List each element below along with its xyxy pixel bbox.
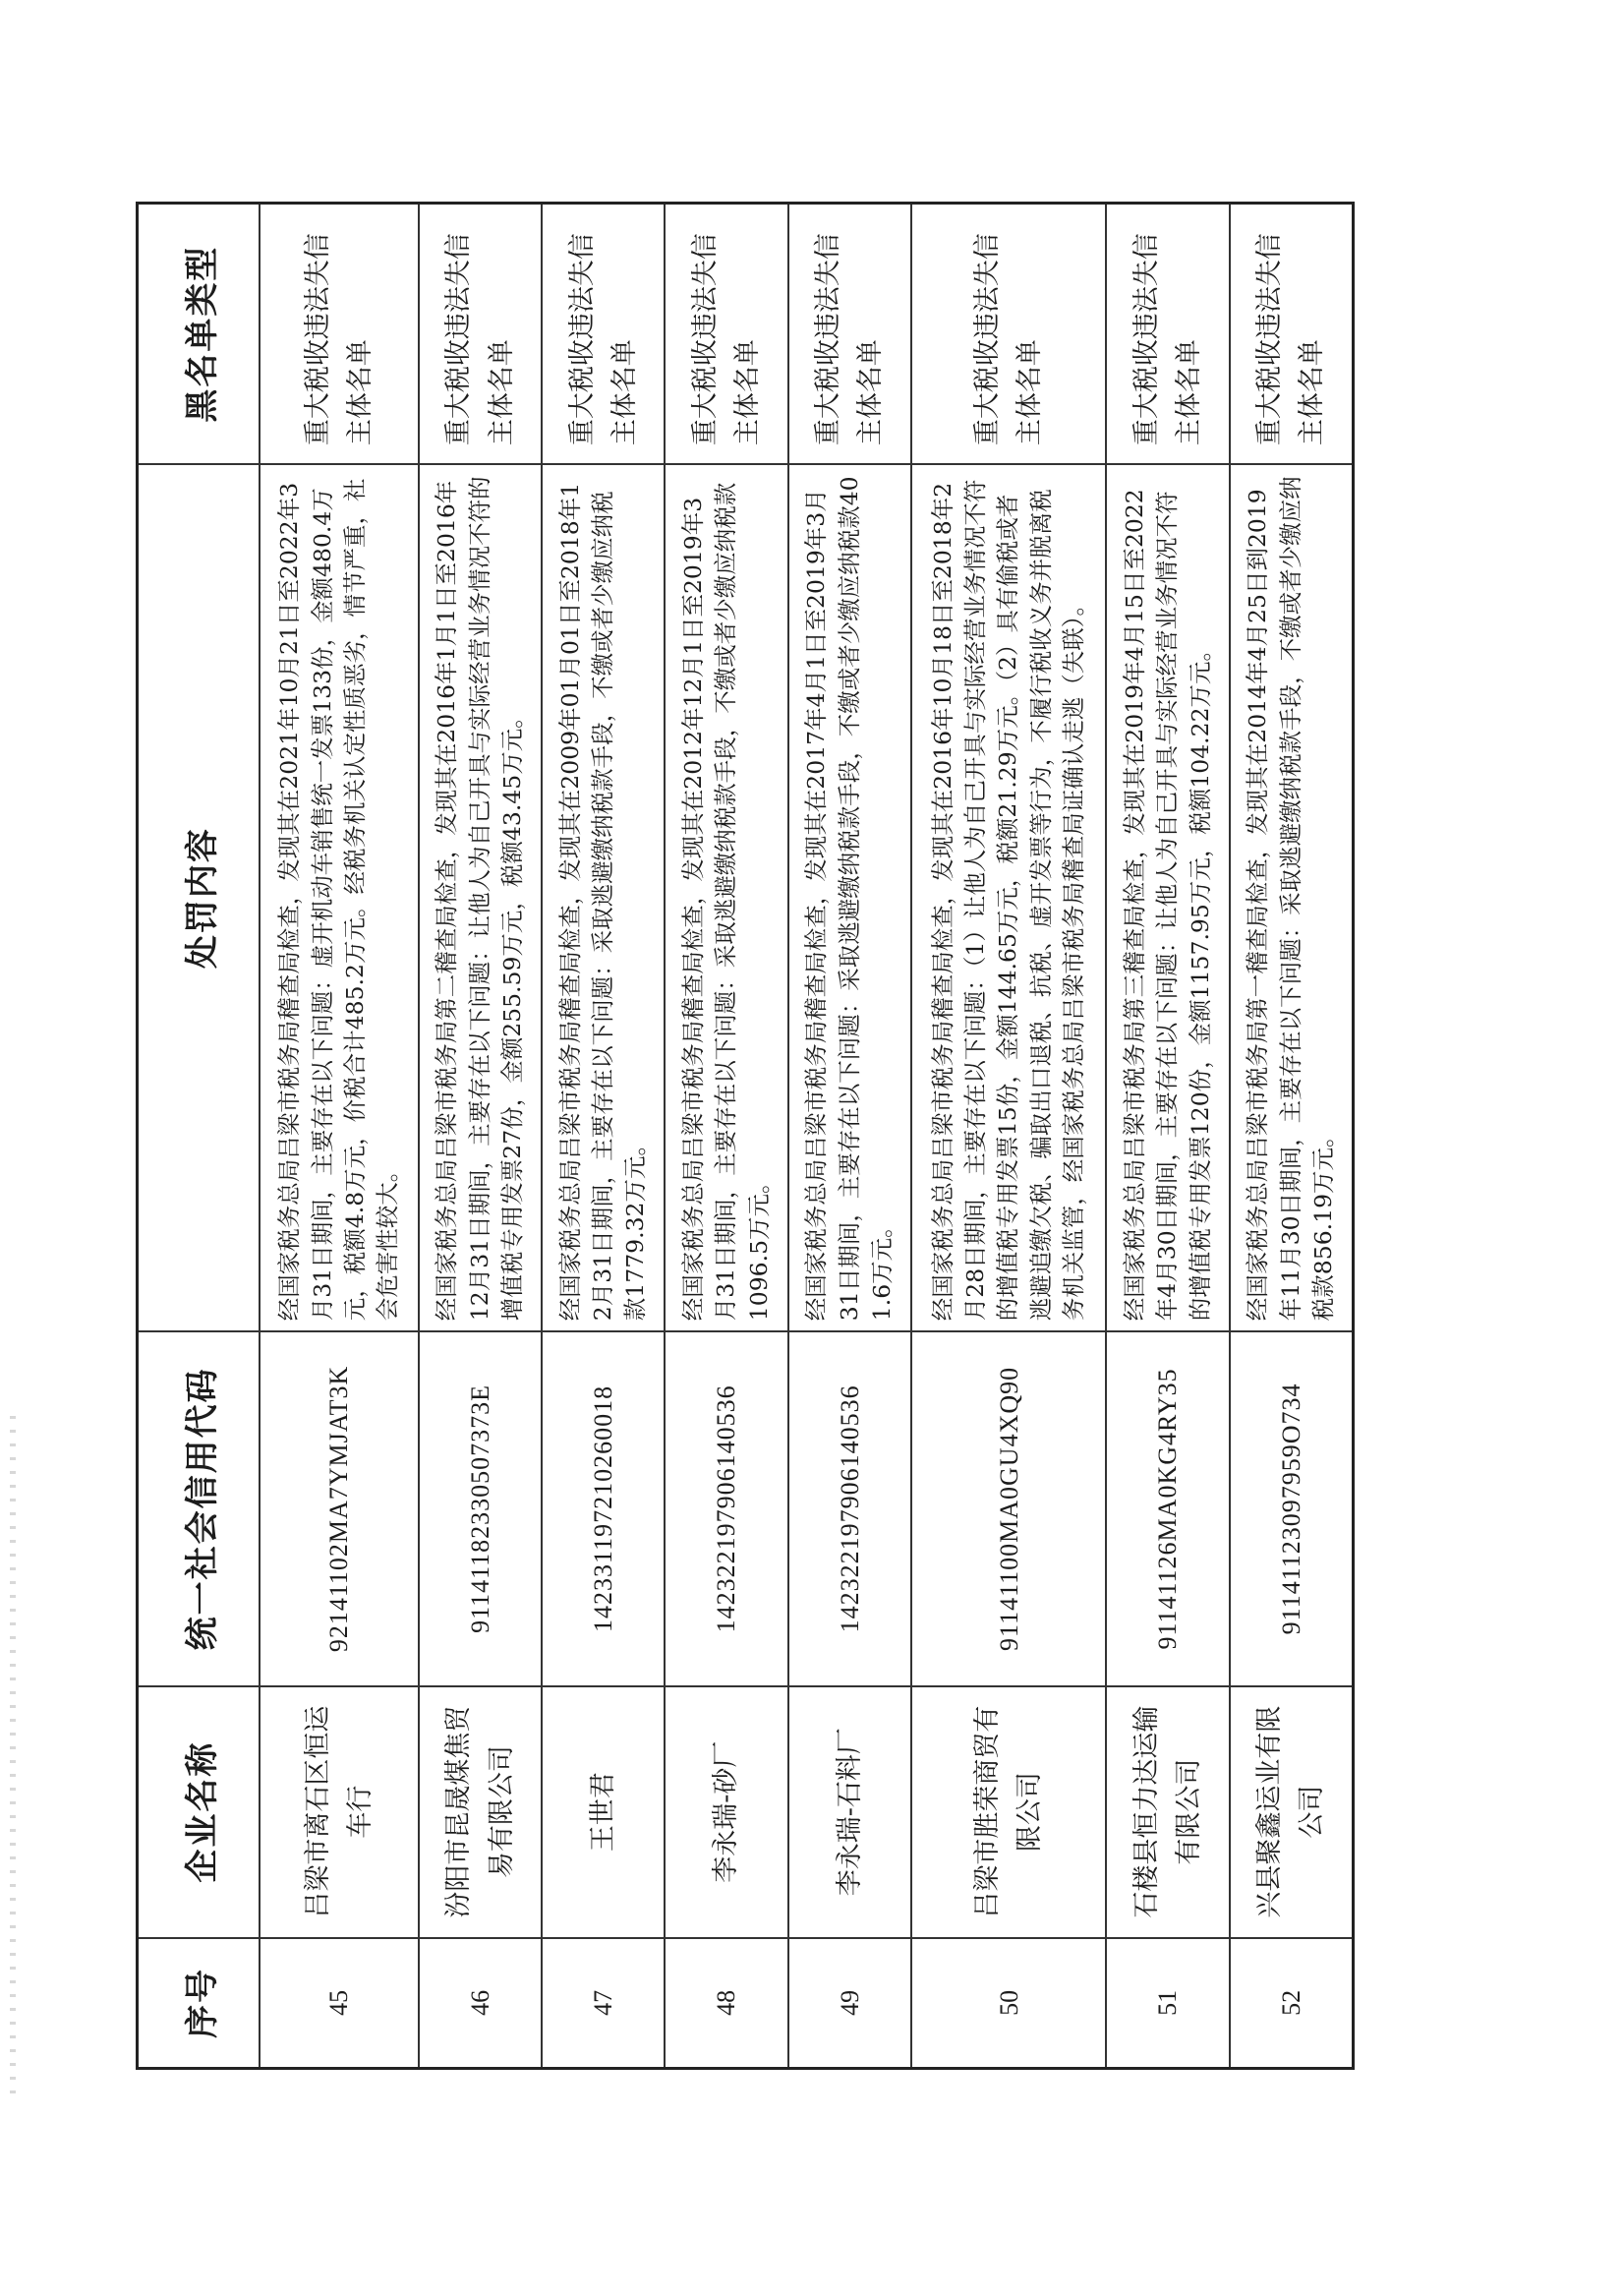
cell-content: 经国家税务总局吕梁市税务局稽查局检查，发现其在2017年4月1日至2019年3月31日期间，主要存在以下问题：采取逃避缴纳税款手段，不缴或者少缴应纳税款401.6万元。 [788, 464, 911, 1331]
table-header [138, 204, 261, 2069]
cell-content: 经国家税务总局吕梁市税务局稽查局检查，发现其在2012年12月1日至2019年3月31日期间，主要存在以下问题：采取逃避缴纳税款手段，不缴或者少缴应纳税款1096.5万元。 [665, 464, 787, 1331]
table-row [542, 204, 665, 2069]
table-row [911, 204, 1107, 2069]
cell-name: 汾阳市昆晟煤焦贸易有限公司 [419, 1686, 542, 1938]
cell-num: 50 [911, 1938, 1107, 2069]
cell-content: 经国家税务总局吕梁市税务局稽查局检查，发现其在2009年01月01日至2018年12月31日期间，主要存在以下问题：采取逃避缴纳税款手段，不缴或者少缴应纳税款1779.32万元。 [542, 464, 665, 1331]
cell-name: 兴县聚鑫运业有限公司 [1230, 1686, 1354, 1938]
header-type: 黑名单类型 [138, 204, 261, 465]
cell-code: 91141182330507373E [419, 1331, 542, 1685]
cell-content: 经国家税务总局吕梁市税务局稽查局检查，发现其在2016年10月18日至2018年2月28日期间，主要存在以下问题：（1）让他人为自己开具与实际经营业务情况不符的增值税专用发票15份，金额144.65万元，税额21.29万元。（2）具有偷税或者逃避追缴欠税、骗取出口退税、抗税、虚开发票等行为，不履行税收义务并脱离税务机关监管，经国家税务总局吕梁市税务局稽查局证确认走逃（失联）。 [911, 464, 1107, 1331]
scan-edge-speckle [10, 1416, 16, 2104]
cell-code: 142322197906140536 [788, 1331, 911, 1685]
cell-content: 经国家税务总局吕梁市税务局第三稽查局检查，发现其在2019年4月15日至2022年4月30日期间，主要存在以下问题：让他人为自己开具与实际经营业务情况不符的增值税专用发票120份，金额1157.95万元，税额104.22万元。 [1106, 464, 1229, 1331]
cell-num: 51 [1106, 1938, 1229, 2069]
cell-num: 45 [260, 1938, 419, 2069]
cell-name: 李永瑞-石料厂 [788, 1686, 911, 1938]
cell-type: 重大税收违法失信主体名单 [1106, 204, 1229, 465]
cell-type: 重大税收违法失信主体名单 [1230, 204, 1354, 465]
header-name: 企业名称 [138, 1686, 261, 1938]
table-row [419, 204, 542, 2069]
table-row [1230, 204, 1354, 2069]
cell-code: 142331197210260018 [542, 1331, 665, 1685]
cell-code: 91141100MA0GU4XQ90 [911, 1331, 1107, 1685]
header-content: 处罚内容 [138, 464, 261, 1331]
cell-num: 52 [1230, 1938, 1354, 2069]
cell-num: 47 [542, 1938, 665, 2069]
cell-code: 91141126MA0KG4RY35 [1106, 1331, 1229, 1685]
header-num: 序号 [138, 1938, 261, 2069]
cell-name: 吕梁市胜荣商贸有限公司 [911, 1686, 1107, 1938]
cell-code: 142322197906140536 [665, 1331, 787, 1685]
table-row [260, 204, 419, 2069]
table-row [1106, 204, 1229, 2069]
cell-num: 48 [665, 1938, 787, 2069]
cell-content: 经国家税务总局吕梁市税务局第一稽查局检查，发现其在2014年4月25日到2019年11月30日期间，主要存在以下问题：采取逃避缴纳税款手段，不缴或者少缴应纳税款856.19万元。 [1230, 464, 1354, 1331]
table-row [665, 204, 787, 2069]
cell-code: 92141102MA7YMJAT3K [260, 1331, 419, 1685]
cell-name: 吕梁市离石区恒运车行 [260, 1686, 419, 1938]
cell-num: 46 [419, 1938, 542, 2069]
table-row [788, 204, 911, 2069]
cell-type: 重大税收违法失信主体名单 [911, 204, 1107, 465]
cell-name: 王世君 [542, 1686, 665, 1938]
cell-type: 重大税收违法失信主体名单 [260, 204, 419, 465]
rotated-page [136, 202, 1355, 2070]
cell-num: 49 [788, 1938, 911, 2069]
cell-name: 李永瑞-砂厂 [665, 1686, 787, 1938]
blacklist-table [136, 202, 1355, 2070]
header-code: 统一社会信用代码 [138, 1331, 261, 1685]
header-row [138, 204, 261, 2069]
cell-type: 重大税收违法失信主体名单 [665, 204, 787, 465]
cell-type: 重大税收违法失信主体名单 [788, 204, 911, 465]
cell-content: 经国家税务总局吕梁市税务局第二稽查局检查，发现其在2016年1月1日至2016年12月31日期间，主要存在以下问题：让他人为自己开具与实际经营业务情况不符的增值税专用发票27份，金额255.59万元，税额43.45万元。 [419, 464, 542, 1331]
cell-name: 石楼县恒力达运输有限公司 [1106, 1686, 1229, 1938]
cell-type: 重大税收违法失信主体名单 [419, 204, 542, 465]
table-body [260, 204, 1354, 2069]
cell-type: 重大税收违法失信主体名单 [542, 204, 665, 465]
cell-content: 经国家税务总局吕梁市税务局稽查局检查，发现其在2021年10月21日至2022年3月31日期间，主要存在以下问题：虚开机动车销售统一发票133份，金额480.4万元，税额4.8万元，价税合计485.2万元。经税务机关认定性质恶劣，情节严重，社会危害性较大。 [260, 464, 419, 1331]
cell-code: 91141123097959O734 [1230, 1331, 1354, 1685]
